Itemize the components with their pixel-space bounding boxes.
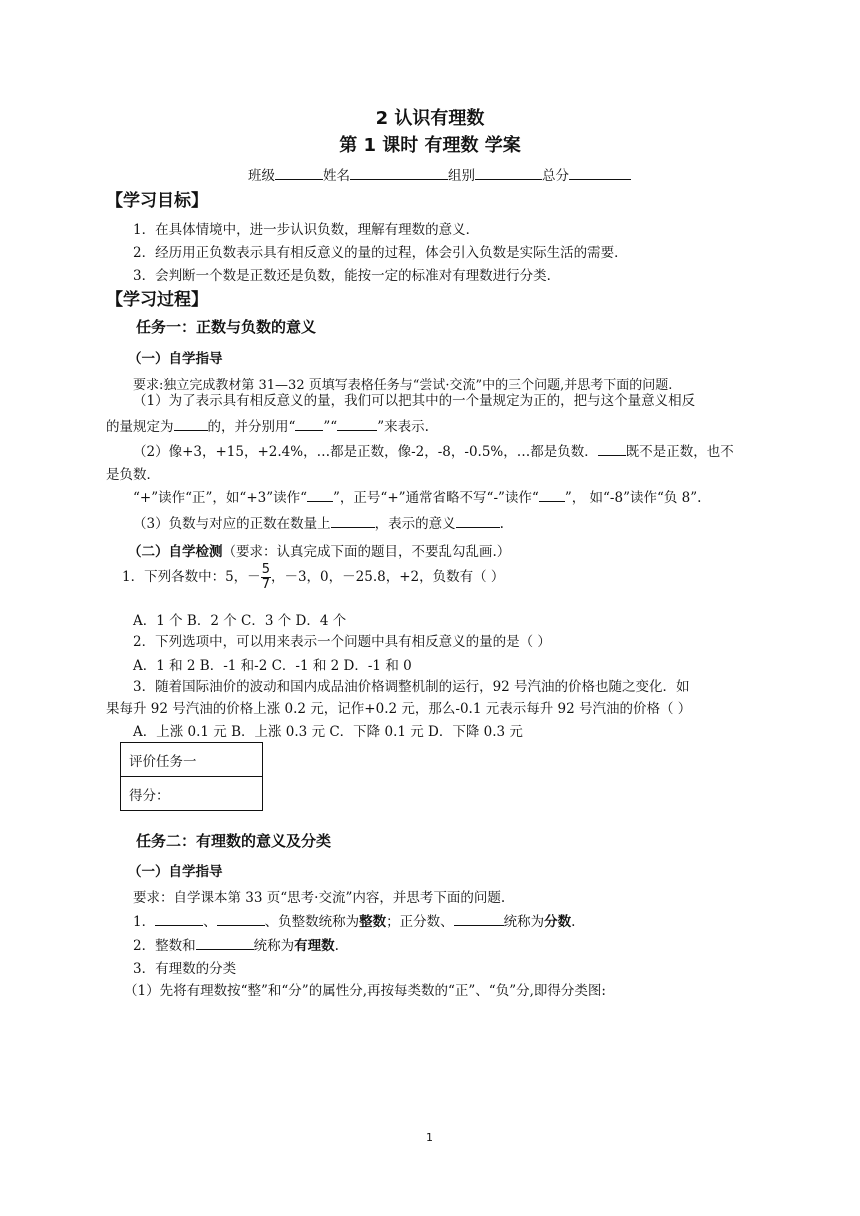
q3-blank-1[interactable] <box>331 515 375 528</box>
q3-text-a: （3）负数与对应的正数在数量上 <box>133 516 331 532</box>
t2l2-c: . <box>334 938 339 954</box>
exercise-2: 2．下列选项中，可以用来表示一个问题中具有相反意义的量的是（ ） <box>133 634 551 650</box>
group-label: 组别 <box>448 168 475 184</box>
t2l1-b: 、 <box>203 914 217 930</box>
t2l1-c: 、负整数统称为 <box>264 914 360 930</box>
ex2-options: A．1 和 2 B．-1 和-2 C．-1 和 2 D．-1 和 0 <box>133 658 412 674</box>
ex1-text-a: 1．下列各数中：5，－ <box>122 569 261 585</box>
read-line <box>133 486 701 506</box>
goal-item: 1．在具体情境中，进一步认识负数，理解有理数的意义． <box>133 222 480 238</box>
doc-subtitle <box>0 131 860 157</box>
t2l1-d: ；正分数、 <box>386 914 454 930</box>
class-label: 班级 <box>248 168 275 184</box>
fraction-denominator: 7 <box>261 577 270 592</box>
q3-blank-2[interactable] <box>456 515 500 528</box>
ex1-text-b: ，－3，0，－25.8，+2，负数有（ ） <box>270 569 505 585</box>
exercise-1 <box>122 562 504 592</box>
task1-requirement: 要求:独立完成教材第 31—32 页填写表格任务与“尝试·交流”中的三个问题,并思考下面的问题. <box>133 378 673 393</box>
q2-line2: 是负数． <box>106 467 160 483</box>
q1-blank-3[interactable] <box>337 418 377 431</box>
q1-blank-1[interactable] <box>174 418 208 431</box>
task2-requirement: 要求：自学课本第 33 页“思考·交流”内容，并思考下面的问题. <box>133 890 506 906</box>
read-text-a: “+”读作“正”，如“+3”读作“ <box>133 490 308 506</box>
t2l1-a: 1． <box>133 914 156 930</box>
q1-line1: （1）为了表示具有相反意义的量，我们可以把其中的一个量规定为正的，把与这个量意义相反 <box>133 393 696 409</box>
name-label: 姓名 <box>323 168 350 184</box>
title-line-1: 2 认识有理数 <box>375 108 485 129</box>
term-rational: 有理数 <box>294 938 335 954</box>
ex3-options: A．上涨 0.1 元 B．上涨 0.3 元 C．下降 0.1 元 D．下降 0.3 元 <box>133 724 523 740</box>
task2-title: 任务二：有理数的意义及分类 <box>136 832 332 850</box>
group-field[interactable] <box>475 167 542 180</box>
q2-text-a: （2）像+3，+15，+2.4%，…都是正数，像-2，-8，-0.5%，…都是负数． <box>133 444 598 460</box>
read-text-b: ”，正号“+”通常省略不写“-”读作“ <box>333 490 539 506</box>
evaluation-table <box>120 742 263 811</box>
term-integer: 整数 <box>359 914 387 930</box>
q1-text-b: 的，并分别用“ <box>207 419 296 435</box>
task2-guide-title: （一）自学指导 <box>128 864 223 880</box>
q1-blank-2[interactable] <box>295 418 323 431</box>
term-fraction: 分数 <box>544 914 572 930</box>
exercise-3-line2: 果每升 92 号汽油的价格上涨 0.2 元，记作+0.2 元，那么-0.1 元表示每升 92 号汽油的价格（ ） <box>106 701 692 717</box>
doc-title <box>0 104 860 130</box>
t2l2-a: 2．整数和 <box>133 938 196 954</box>
exercise-3-line1: 3．随着国际油价的波动和国内成品油价格调整机制的运行，92 号汽油的价格也随之变化．如 <box>133 679 690 695</box>
page-number: 1 <box>426 1131 433 1144</box>
fraction-numerator: 5 <box>261 562 270 577</box>
title-line-2: 第 1 课时 有理数 学案 <box>339 135 521 156</box>
q2-line1 <box>133 440 734 460</box>
goal-item: 2．经历用正负数表示具有相反意义的量的过程，体会引入负数是实际生活的需要． <box>133 245 628 261</box>
score-cell[interactable]: 得分： <box>121 777 263 811</box>
read-text-c: ”， 如“-8”读作“负 8”. <box>564 490 702 506</box>
score-total-label: 总分 <box>542 168 569 184</box>
task1-title: 任务一：正数与负数的意义 <box>136 318 317 336</box>
q1-text-c: ”“ <box>323 419 338 435</box>
q3-text-c: . <box>499 516 504 532</box>
q1-line2 <box>106 415 429 435</box>
t2-line2 <box>133 934 339 954</box>
t2l1-blank-3[interactable] <box>454 913 504 926</box>
goal-item: 3．会判断一个数是正数还是负数，能按一定的标准对有理数进行分类． <box>133 268 561 284</box>
q1-text-a: 的量规定为 <box>106 419 174 435</box>
t2l1-e: 统称为 <box>503 914 545 930</box>
check-note: （要求：认真完成下面的题目，不要乱勾乱画.） <box>222 544 511 560</box>
q3-text-b: ，表示的意义 <box>374 516 456 532</box>
check-title-line <box>128 540 510 560</box>
name-field[interactable] <box>350 167 448 180</box>
ex1-options: A．1 个 B．2 个 C．3 个 D．4 个 <box>133 613 347 629</box>
q1-text-d: ”来表示. <box>377 419 429 435</box>
q3-line <box>133 512 504 532</box>
student-info-line <box>248 164 631 184</box>
t2l1-blank-1[interactable] <box>155 913 203 926</box>
t2-line3: 3．有理数的分类 <box>133 961 237 977</box>
t2l1-f: . <box>571 914 576 930</box>
score-total-field[interactable] <box>569 167 631 180</box>
goals-heading: 【学习目标】 <box>106 191 208 211</box>
task1-guide-title: （一）自学指导 <box>128 351 223 367</box>
t2-line1 <box>133 910 575 930</box>
read-blank-1[interactable] <box>307 489 333 502</box>
t2l1-blank-2[interactable] <box>217 913 265 926</box>
evaluation-label: 评价任务一 <box>121 743 263 777</box>
process-heading: 【学习过程】 <box>106 290 208 310</box>
q2-text-b: 既不是正数，也不 <box>625 444 734 460</box>
q2-blank[interactable] <box>598 443 626 456</box>
t2l2-b: 统称为 <box>253 938 295 954</box>
t2-line4: （1）先将有理数按“整”和“分”的属性分,再按每类数的“正”、“负”分,即得分类图: <box>124 983 606 999</box>
class-field[interactable] <box>275 167 323 180</box>
check-title: （二）自学检测 <box>128 544 223 560</box>
read-blank-2[interactable] <box>539 489 565 502</box>
fraction-five-sevenths <box>261 563 271 592</box>
t2l2-blank[interactable] <box>196 937 254 950</box>
